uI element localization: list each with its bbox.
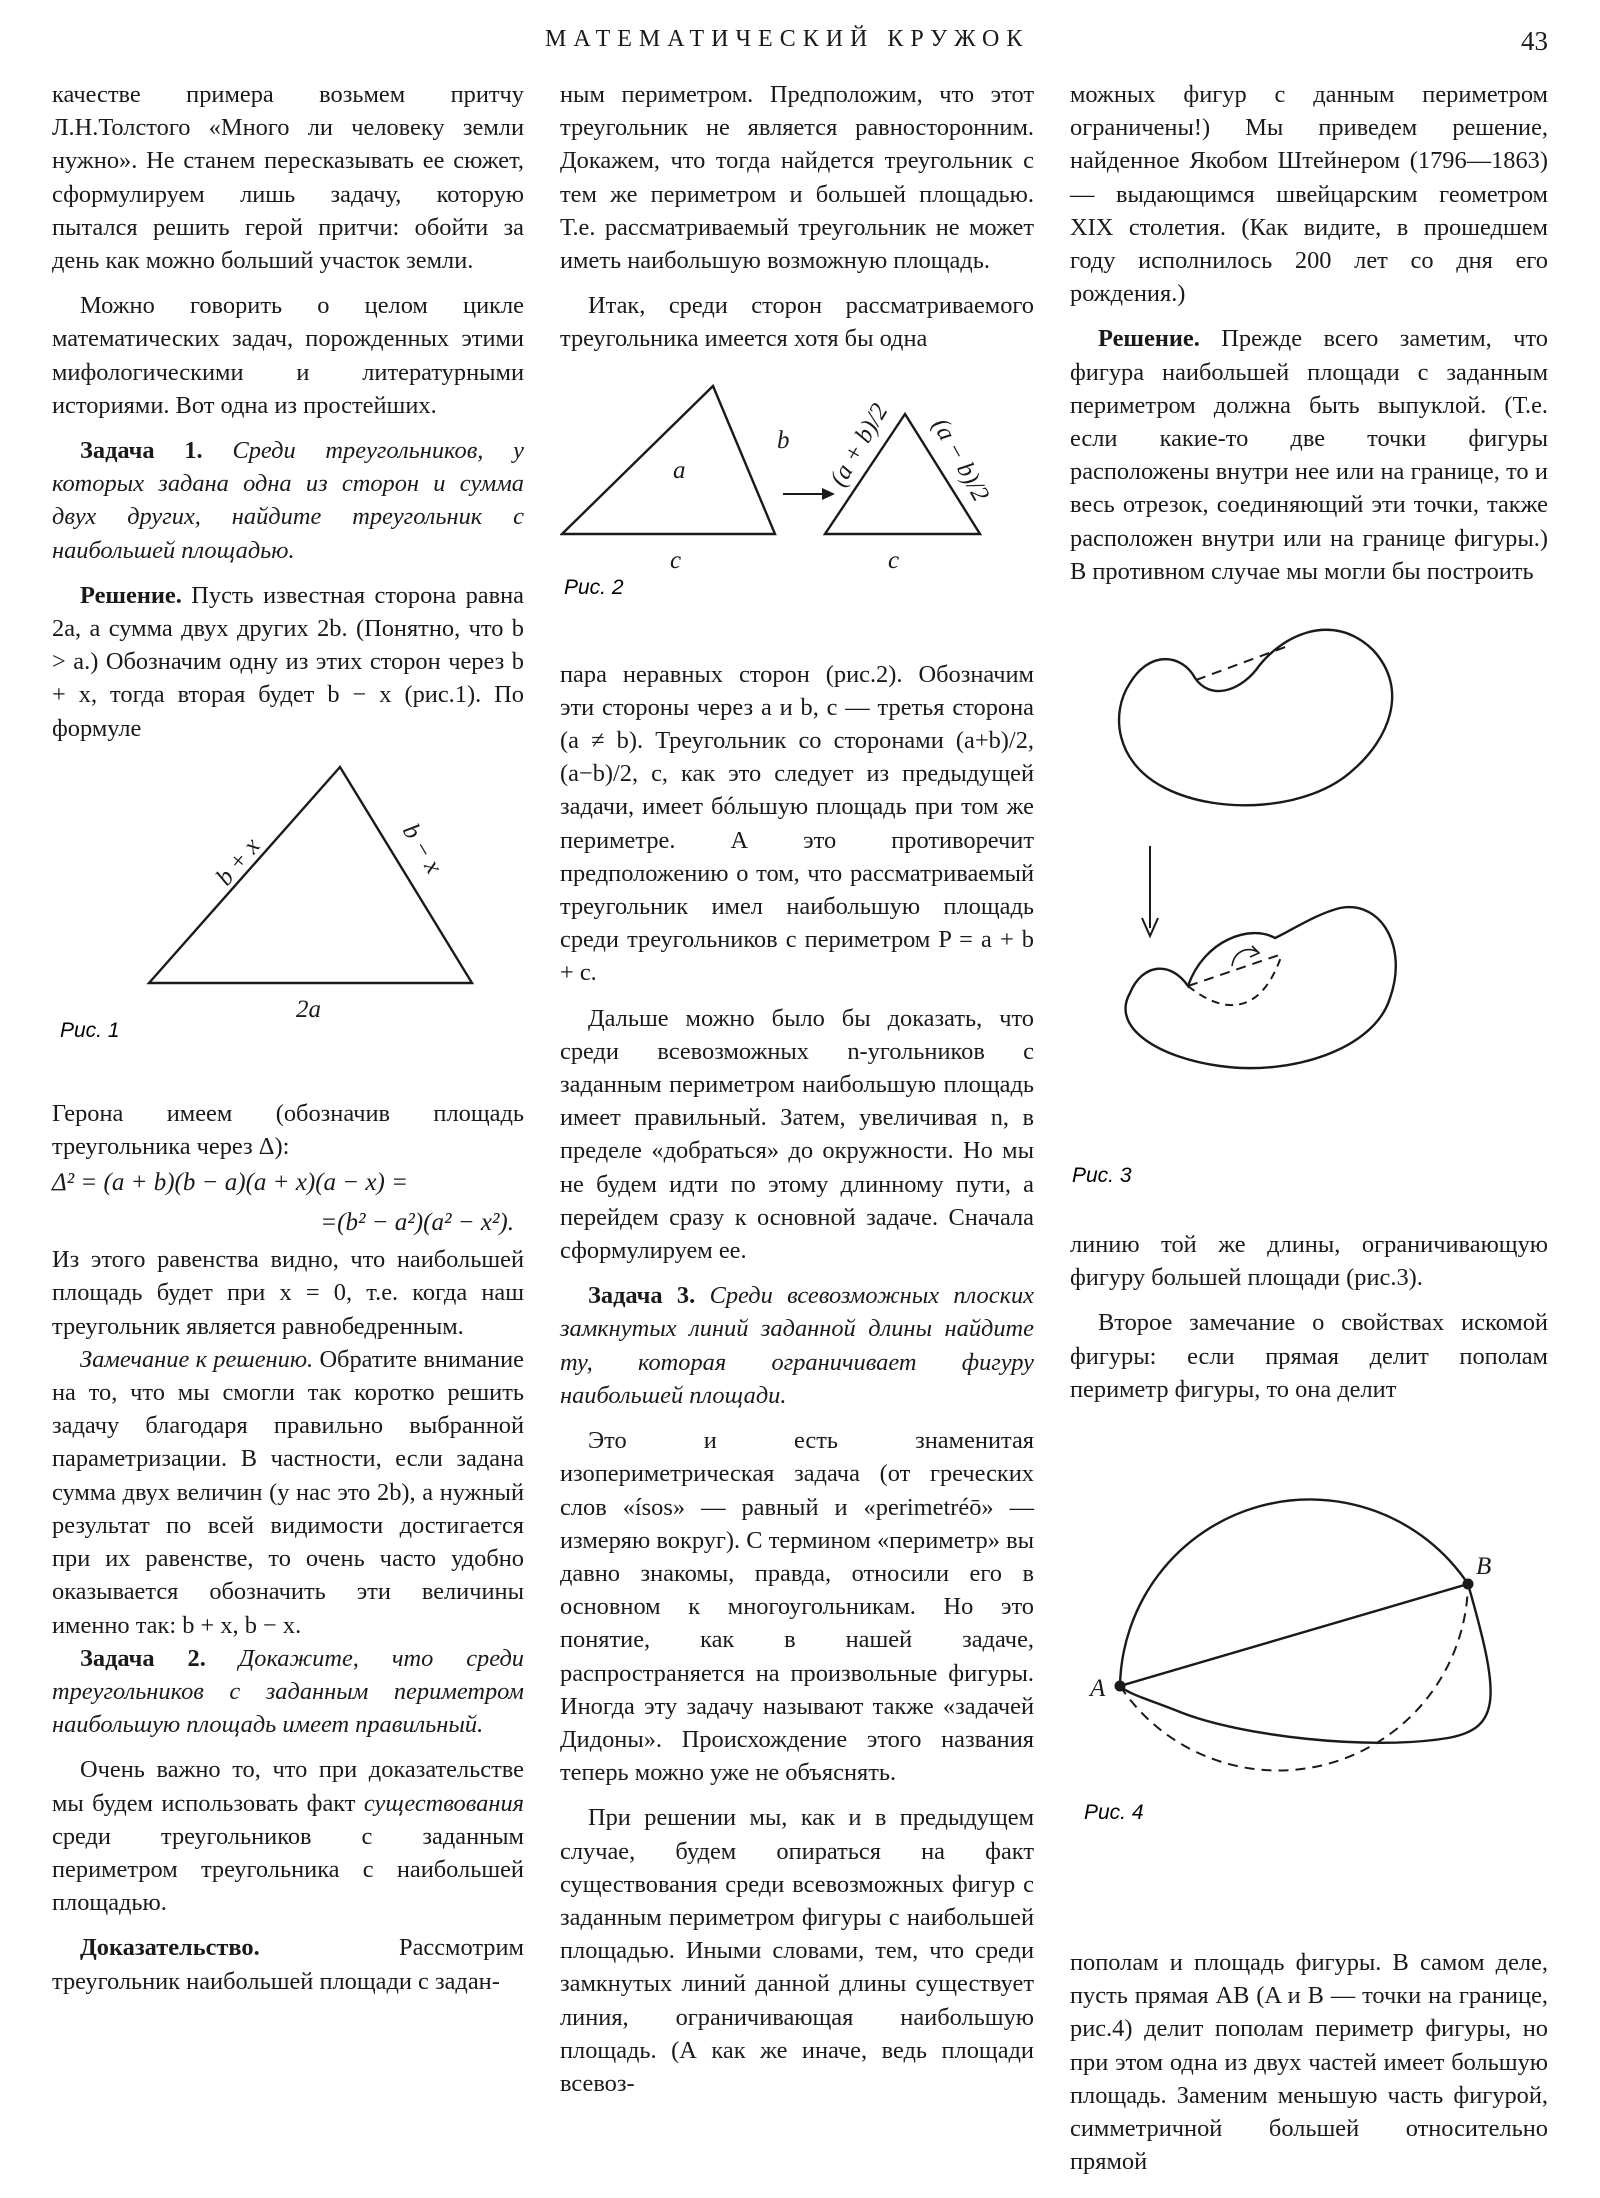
column-3 xyxy=(1070,78,1548,2178)
fig1-label-left: b + x xyxy=(210,832,266,891)
task-3 xyxy=(560,1279,1034,1412)
proof-label: Доказательство. xyxy=(80,1934,260,1962)
solution-label: Решение. xyxy=(1098,325,1200,353)
solution-text: Прежде всего заметим, что фигура наибольшей площади с заданным периметром должна быть выпуклой. (Т.е. если какие-то две точки фигуры расположены внутри нее или на границе, то и весь отрезок, соединяющий эти точки, также расположен внутри или на границе фигуры.) В противном случае мы могли бы построить xyxy=(1070,325,1548,585)
figure-1-caption: Рис. 1 xyxy=(60,1018,120,1042)
paragraph: Итак, среди сторон рассматриваемого треугольника имеется хотя бы одна xyxy=(560,292,1034,353)
remark-text: Обратите внимание на то, что мы смогли так коротко решить задачу благодаря правильно выбранной параметризации. В частности, если задана сумма двух величин (у нас это 2b), а нужный результат по всей видимости достигается при их равенстве, то очень часто удобно оказывается обозначить эти величины именно так: b + x, b − x. xyxy=(52,1345,524,1639)
solution-text: Пусть известная сторона равна 2a, а сумма двух других 2b. (Понятно, что b > a.) Обозначим одну из этих сторон через b + x, тогда вторая будет b − x (рис.1). По формуле xyxy=(52,581,524,742)
fig4-point-a: A xyxy=(1090,1675,1106,1703)
formula-line-2: =(b² − a²)(a² − x²). xyxy=(320,1209,514,1237)
fig1-label-base: 2a xyxy=(296,995,321,1023)
fig1-label-right: b − x xyxy=(396,819,448,879)
paragraph: ным периметром. Предположим, что этот треугольник не является равносторонним. Докажем, что тогда найдется треугольник с тем же периметром и большей площадью. Т.е. рассматриваемый треугольник не может иметь наибольшую возможную площадь. xyxy=(560,81,1034,275)
fig2-label-left: (a + b)/2 xyxy=(824,398,894,491)
text-run: среди треугольников с заданным периметром треугольника с наибольшей площадью. xyxy=(52,1822,524,1917)
figure-2-caption: Рис. 2 xyxy=(564,575,624,599)
solution-3 xyxy=(1070,322,1548,588)
solution-1 xyxy=(52,579,524,745)
task-3-text: Среди всевозможных плоских замкнутых линий заданной длины найдите ту, которая ограничивает фигуру наибольшей площади. xyxy=(560,1282,1034,1409)
figure-4-caption: Рис. 4 xyxy=(1084,1801,1144,1825)
paragraph: При решении мы, как и в предыдущем случае, будем опираться на факт существования среди всевозможных фигур с заданным периметром фигуры с наибольшей площадью. Иными словами, тем, что среди замкнутых линий данной длины существует линия, ограничивающая наибольшую площадь. (А как же иначе, ведь площади всевоз- xyxy=(560,1804,1034,2097)
paragraph xyxy=(52,1753,524,1919)
column-1 xyxy=(52,78,524,1998)
paragraph: пополам и площадь фигуры. В самом деле, пусть прямая AB (A и B — точки на границе, рис.4) делит пополам периметр фигуры, но при этом одна из двух частей имеет большую площадь. Заменим меньшую часть фигурой, симметричной большей относительно прямой xyxy=(1070,1949,1548,2176)
remark xyxy=(52,1343,524,1642)
page-number: 43 xyxy=(1521,26,1548,56)
figure-2 xyxy=(560,356,1034,658)
paragraph: Второе замечание о свойствах искомой фигуры: если прямая делит пополам периметр фигуры, то она делит xyxy=(1070,1309,1548,1403)
figure-4 xyxy=(1070,1406,1548,1946)
triangle-transform-diagram xyxy=(560,356,1034,658)
text-run-italic: существования xyxy=(363,1789,524,1817)
proof xyxy=(52,1931,524,1997)
text-run: Очень важно то, что при доказательстве мы будем использовать факт xyxy=(52,1756,524,1817)
paragraph: Это и есть знаменитая изопериметрическая задача (от греческих слов «ísos» — равный и «perimetréō» — измеряю вокруг). С термином «периметр» вы давно знакомы, правда, относили его в основном к многоугольникам. Но это понятие, как в нашей задаче, распространяется на произвольные фигуры. Иногда эту задачу называют также «задачей Дидоны». Происхождение этого названия теперь можно уже не объяснять. xyxy=(560,1427,1034,1787)
remark-label: Замечание к решению. xyxy=(80,1345,314,1373)
task-3-label: Задача 3. xyxy=(588,1282,696,1310)
paragraph: линию той же длины, ограничивающую фигуру большей площади (рис.3). xyxy=(1070,1231,1548,1292)
paragraph: качестве примера возьмем притчу Л.Н.Толстого «Много ли человеку земли нужно». Не станем пересказывать ее сюжет, сформулируем лишь задачу, которую пытался решить герой притчи: обойти за день как можно больший участок земли. xyxy=(52,81,524,275)
task-2-text: Докажите, что среди треугольников с заданным периметром наибольшую площадь имеет правильный. xyxy=(52,1644,524,1739)
fig2-label-right: (a − b)/2 xyxy=(926,413,995,506)
fig4-point-b: B xyxy=(1476,1553,1492,1581)
fig2-label-c1: c xyxy=(670,546,682,574)
figure-3-caption: Рис. 3 xyxy=(1072,1164,1132,1188)
column-2 xyxy=(560,78,1034,2100)
paragraph: пара неравных сторон (рис.2). Обозначим эти стороны через a и b, c — третья сторона (a ≠ b). Треугольник со сторонами (a+b)/2, (a−b)/2, c, как это следует из предыдущей задачи, имеет бóльшую площадь при том же периметре. А это противоречит предположению о том, что рассматриваемый треугольник имел наибольшую площадь среди треугольников с периметром P = a + b + c. xyxy=(560,660,1034,987)
paragraph: Дальше можно было бы доказать, что среди всевозможных n-угольников с заданным периметром наибольшую площадь имеет правильный. Затем, увеличивая n, в пределе «добраться» до окружности. Но мы не будем идти по этому длинному пути, а перейдем сразу к основной задаче. Сначала сформулируем ее. xyxy=(560,1004,1034,1265)
solution-label: Решение. xyxy=(80,581,182,609)
task-2-label: Задача 2. xyxy=(80,1644,206,1672)
figure-3 xyxy=(1070,588,1548,1228)
heron-formula xyxy=(52,1163,524,1243)
task-2 xyxy=(52,1642,524,1742)
paragraph: можных фигур с данным периметром ограничены!) Мы приведем решение, найденное Якобом Штейнером (1796—1863) — выдающимся швейцарским геометром XIX столетия. (Как видите, в прошедшем году исполнилось 200 лет со дня его рождения.) xyxy=(1070,81,1548,308)
paragraph: Герона имеем (обозначив площадь треугольника через Δ): xyxy=(52,1099,524,1161)
task-1 xyxy=(52,434,524,567)
running-title: МАТЕМАТИЧЕСКИЙ КРУЖОК xyxy=(545,26,1030,52)
figure-1 xyxy=(52,745,524,1047)
fig2-label-b: b xyxy=(777,426,790,454)
fig2-label-c2: c xyxy=(888,546,900,574)
task-1-label: Задача 1. xyxy=(80,437,203,465)
task-1-text: Среди треугольников, у которых задана одна из сторон и сумма двух других, найдите треугольник с наибольшей площадью. xyxy=(52,437,524,564)
page-header xyxy=(0,26,1600,66)
formula-line-1: Δ² = (a + b)(b − a)(a + x)(a − x) = xyxy=(52,1169,408,1197)
paragraph: Можно говорить о целом цикле математических задач, порожденных этими мифологическими и литературными историями. Вот одна из простейших. xyxy=(52,292,524,419)
bisector-diagram xyxy=(1070,1406,1548,1946)
paragraph: Из этого равенства видно, что наибольшей площадь будет при x = 0, т.е. когда наш треугольник является равнобедренным. xyxy=(52,1246,524,1340)
fig2-label-a: a xyxy=(673,456,686,484)
nonconvex-figure-diagram xyxy=(1070,588,1548,1228)
proof-text: Рассмотрим треугольник наибольшей площади с задан- xyxy=(52,1934,524,1995)
triangle-diagram xyxy=(52,745,524,1047)
